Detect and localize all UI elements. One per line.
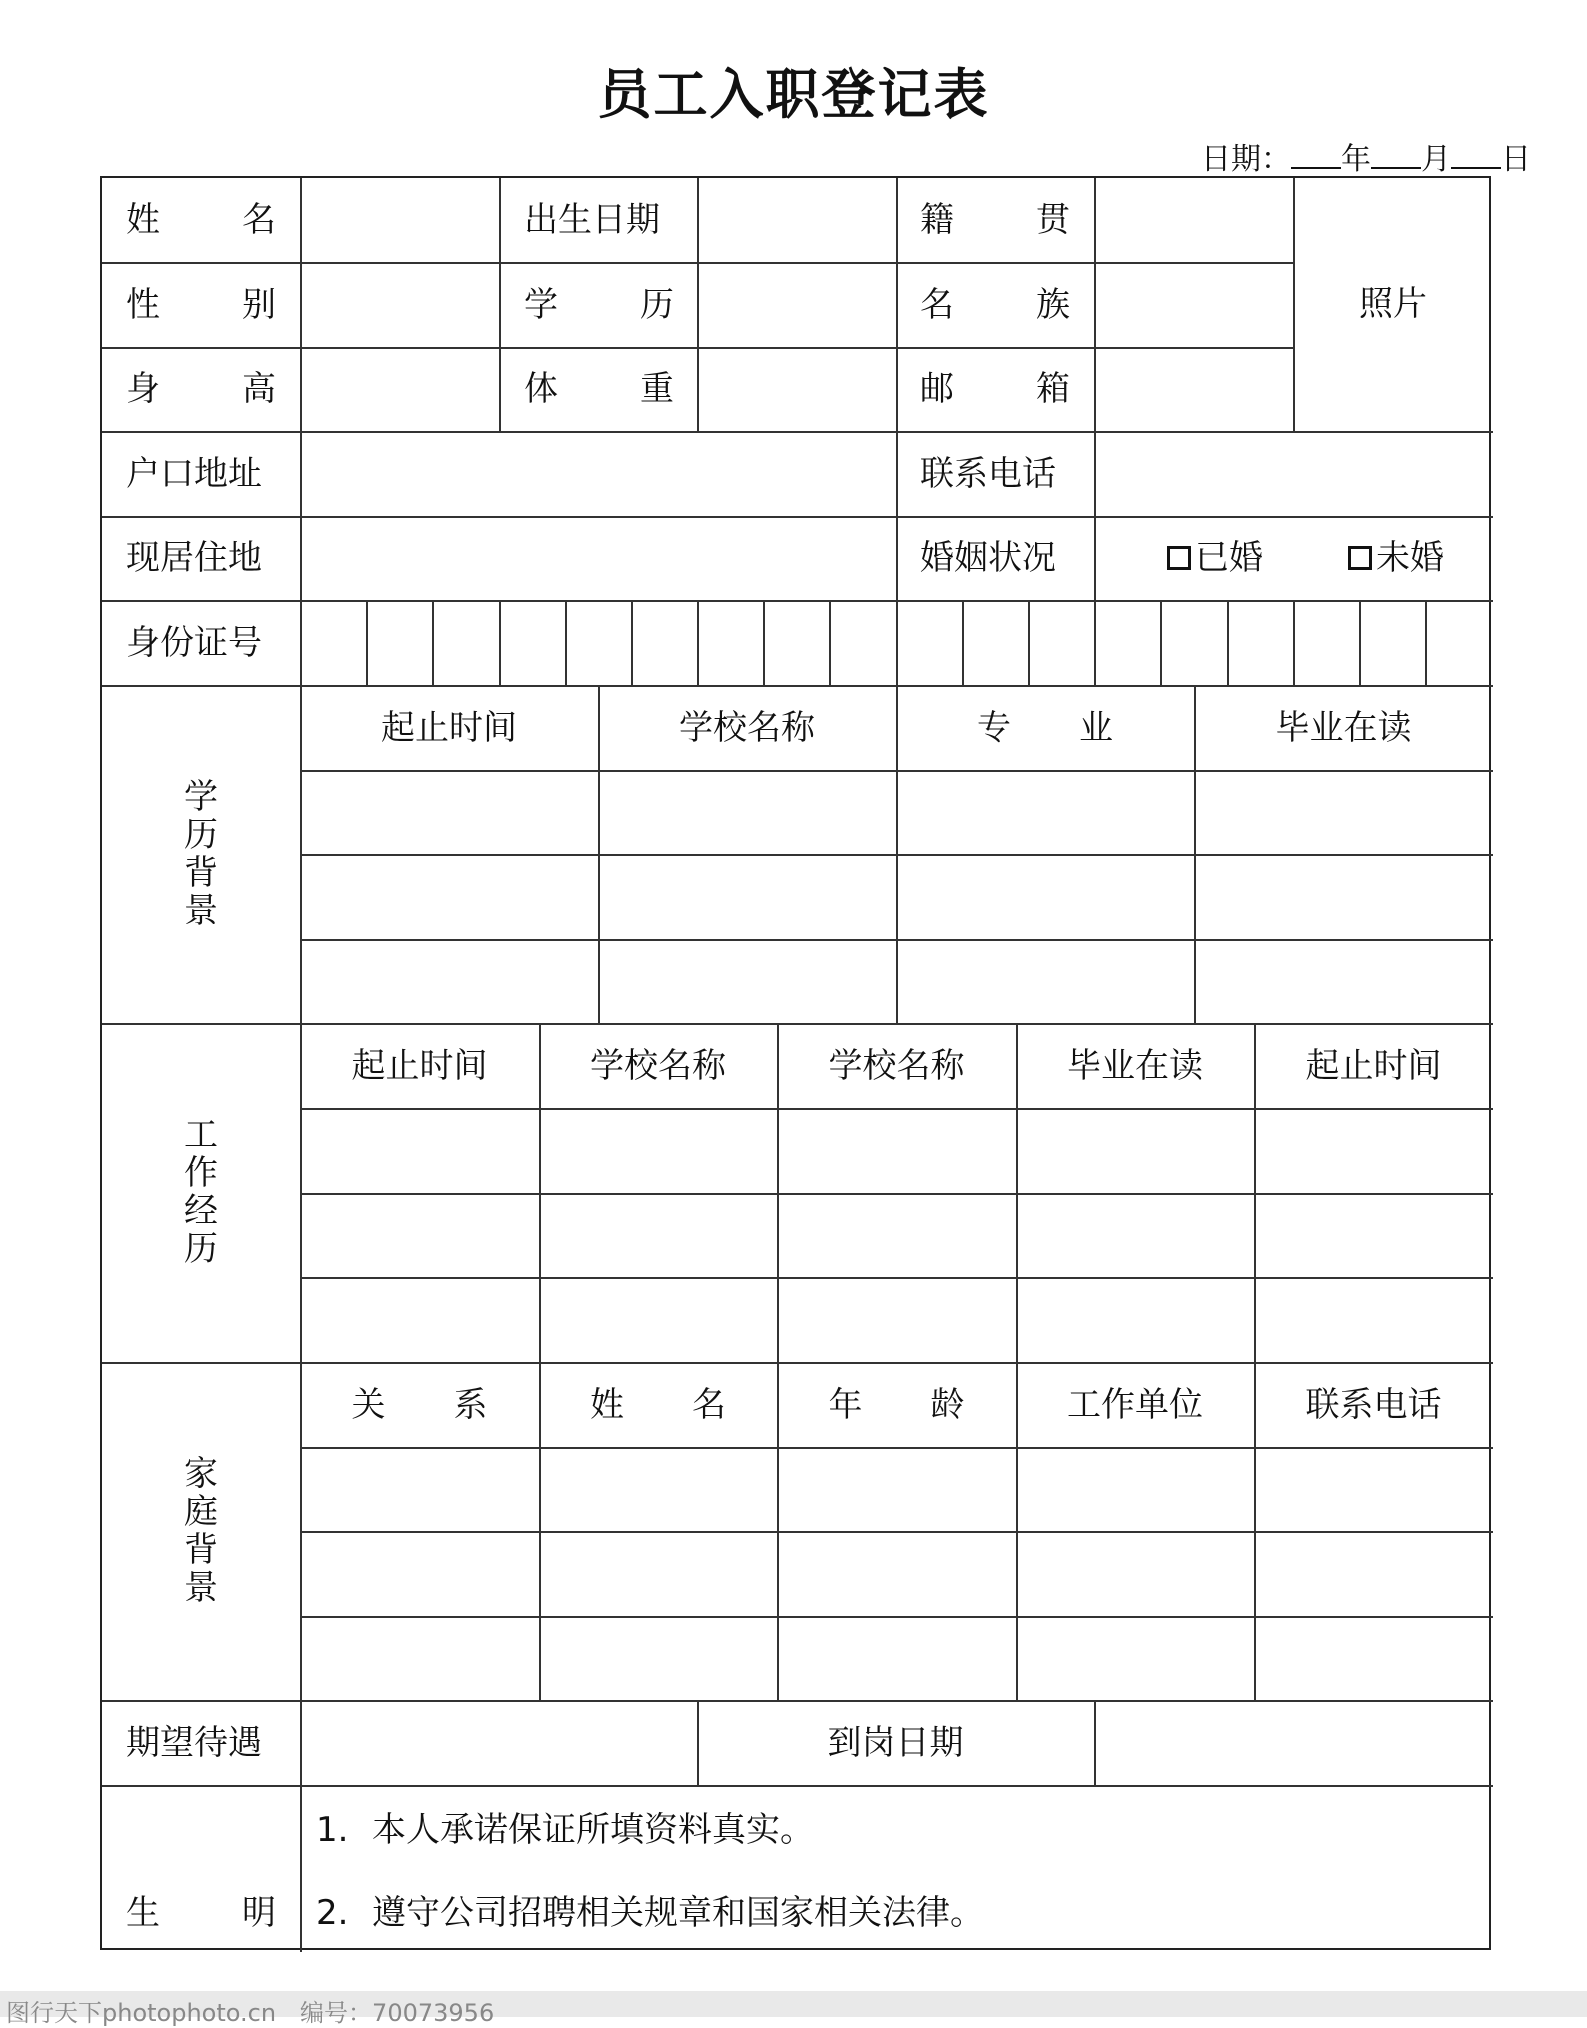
grid-line bbox=[631, 600, 633, 685]
grid-line bbox=[1160, 600, 1162, 685]
married-label: 已婚 bbox=[1195, 538, 1263, 578]
label-current-residence: 现居住地 bbox=[126, 538, 262, 578]
grid-line bbox=[102, 1785, 1493, 1787]
label-weight bbox=[524, 369, 674, 409]
day-blank[interactable] bbox=[1451, 141, 1501, 169]
section-label-work bbox=[181, 1116, 221, 1268]
label-char: 历 bbox=[640, 285, 674, 325]
statement-item bbox=[316, 1893, 984, 1933]
label-char: 经 bbox=[184, 1191, 218, 1231]
grid-line bbox=[565, 600, 567, 685]
day-label: 日 bbox=[1501, 142, 1531, 177]
watermark-text: 图行天下photophoto.cn 编号：70073956 bbox=[6, 1999, 495, 2027]
grid-line bbox=[1094, 1700, 1096, 1785]
label-char: 家 bbox=[184, 1454, 218, 1494]
grid-line bbox=[102, 1362, 1493, 1364]
label-expected-salary: 期望待遇 bbox=[126, 1723, 262, 1763]
label-char: 重 bbox=[640, 369, 674, 409]
label-char: 别 bbox=[242, 285, 276, 325]
grid-line bbox=[697, 178, 699, 431]
label-contact-phone: 联系电话 bbox=[920, 454, 1056, 494]
grid-line bbox=[102, 600, 1493, 602]
grid-line bbox=[1254, 1023, 1256, 1700]
grid-line bbox=[896, 178, 898, 685]
label-char: 族 bbox=[1036, 285, 1070, 325]
checkbox-square[interactable] bbox=[1348, 546, 1372, 570]
grid-line bbox=[300, 1193, 1493, 1195]
label-char: 背 bbox=[184, 853, 218, 893]
grid-line bbox=[1293, 600, 1295, 685]
label-marital-status: 婚姻状况 bbox=[920, 538, 1056, 578]
label-char: 生 bbox=[126, 1893, 160, 1933]
year-blank[interactable] bbox=[1291, 141, 1341, 169]
grid-line bbox=[102, 516, 1493, 518]
family-header-employer: 工作单位 bbox=[1067, 1385, 1203, 1425]
form-title: 员工入职登记表 bbox=[597, 62, 990, 126]
statement-text: 本人承诺保证所填资料真实。 bbox=[372, 1810, 814, 1850]
label-email bbox=[920, 369, 1070, 409]
date-prefix: 日期： bbox=[1201, 142, 1291, 177]
label-char: 景 bbox=[184, 1568, 218, 1608]
grid-line bbox=[300, 1531, 1493, 1533]
education-header-school: 学校名称 bbox=[679, 708, 815, 748]
checkbox-square[interactable] bbox=[1167, 546, 1191, 570]
year-label: 年 bbox=[1341, 142, 1371, 177]
label-height bbox=[126, 369, 276, 409]
grid-line bbox=[102, 1023, 1493, 1025]
label-char: 背 bbox=[184, 1530, 218, 1570]
label-char: 历 bbox=[184, 1229, 218, 1269]
grid-line bbox=[300, 1277, 1493, 1279]
label-start-date: 到岗日期 bbox=[827, 1723, 964, 1763]
work-header-5: 起止时间 bbox=[1305, 1046, 1442, 1086]
statement-text: 遵守公司招聘相关规章和国家相关法律。 bbox=[372, 1893, 984, 1933]
label-char: 学 bbox=[184, 777, 218, 817]
grid-line bbox=[499, 600, 501, 685]
grid-line bbox=[1227, 600, 1229, 685]
grid-line bbox=[300, 1447, 1493, 1449]
statement-number: 2. bbox=[316, 1893, 349, 1933]
label-name bbox=[126, 200, 276, 240]
label-char: 名 bbox=[242, 200, 276, 240]
label-char: 工 bbox=[184, 1115, 218, 1155]
label-char: 明 bbox=[242, 1893, 276, 1933]
label-char: 姓 bbox=[126, 200, 160, 240]
month-label: 月 bbox=[1421, 142, 1451, 177]
label-char: 历 bbox=[184, 815, 218, 855]
label-char: 邮 bbox=[920, 369, 954, 409]
grid-line bbox=[366, 600, 368, 685]
grid-line bbox=[1016, 1023, 1018, 1700]
family-header-relation: 关 系 bbox=[351, 1385, 488, 1425]
grid-line bbox=[962, 600, 964, 685]
label-ethnicity bbox=[920, 285, 1070, 325]
statement-number: 1. bbox=[316, 1810, 349, 1850]
label-char: 籍 bbox=[920, 200, 954, 240]
label-char: 庭 bbox=[184, 1492, 218, 1532]
grid-line bbox=[1094, 178, 1096, 685]
grid-line bbox=[1359, 600, 1361, 685]
label-native-place bbox=[920, 200, 1070, 240]
work-header-3: 学校名称 bbox=[828, 1046, 965, 1086]
label-char: 贯 bbox=[1036, 200, 1070, 240]
education-header-status: 毕业在读 bbox=[1275, 708, 1412, 748]
grid-line bbox=[300, 1108, 1493, 1110]
label-char: 学 bbox=[524, 285, 558, 325]
grid-line bbox=[432, 600, 434, 685]
work-header-4: 毕业在读 bbox=[1067, 1046, 1203, 1086]
grid-line bbox=[763, 600, 765, 685]
grid-line bbox=[777, 1023, 779, 1700]
grid-line bbox=[102, 1700, 1493, 1702]
family-header-age: 年 龄 bbox=[828, 1385, 965, 1425]
label-char: 性 bbox=[126, 285, 160, 325]
family-header-name: 姓 名 bbox=[590, 1385, 726, 1425]
family-header-phone: 联系电话 bbox=[1305, 1385, 1442, 1425]
grid-line bbox=[1028, 600, 1030, 685]
label-photo: 照片 bbox=[1359, 284, 1427, 324]
grid-line bbox=[539, 1023, 541, 1700]
label-hukou-address: 户口地址 bbox=[126, 454, 262, 494]
section-label-family bbox=[181, 1455, 221, 1607]
month-blank[interactable] bbox=[1371, 141, 1421, 169]
grid-line bbox=[102, 685, 1493, 687]
section-label-education bbox=[181, 778, 221, 930]
unmarried-checkbox[interactable] bbox=[1348, 538, 1444, 578]
label-birth-date: 出生日期 bbox=[524, 200, 660, 240]
date-line bbox=[1201, 134, 1531, 178]
label-char: 景 bbox=[184, 891, 218, 931]
grid-line bbox=[300, 1616, 1493, 1618]
grid-line bbox=[102, 431, 1493, 433]
label-char: 身 bbox=[126, 369, 160, 409]
label-gender bbox=[126, 285, 276, 325]
registration-form bbox=[100, 176, 1491, 1950]
grid-line bbox=[1425, 600, 1427, 685]
label-id-number: 身份证号 bbox=[126, 623, 262, 663]
label-char: 箱 bbox=[1036, 369, 1070, 409]
label-char: 体 bbox=[524, 369, 558, 409]
watermark-bar bbox=[0, 1991, 1587, 2027]
label-char: 名 bbox=[920, 285, 954, 325]
unmarried-label: 未婚 bbox=[1376, 538, 1444, 578]
label-statement bbox=[126, 1893, 276, 1933]
grid-line bbox=[697, 600, 699, 685]
statement-item bbox=[316, 1810, 814, 1850]
grid-line bbox=[829, 600, 831, 685]
married-checkbox[interactable] bbox=[1167, 538, 1263, 578]
work-header-2: 学校名称 bbox=[590, 1046, 726, 1086]
education-header-major: 专 业 bbox=[977, 708, 1113, 748]
grid-line bbox=[499, 178, 501, 431]
label-education bbox=[524, 285, 674, 325]
education-header-period: 起止时间 bbox=[381, 708, 517, 748]
label-char: 高 bbox=[242, 369, 276, 409]
work-header-1: 起止时间 bbox=[351, 1046, 488, 1086]
label-char: 作 bbox=[184, 1153, 218, 1193]
